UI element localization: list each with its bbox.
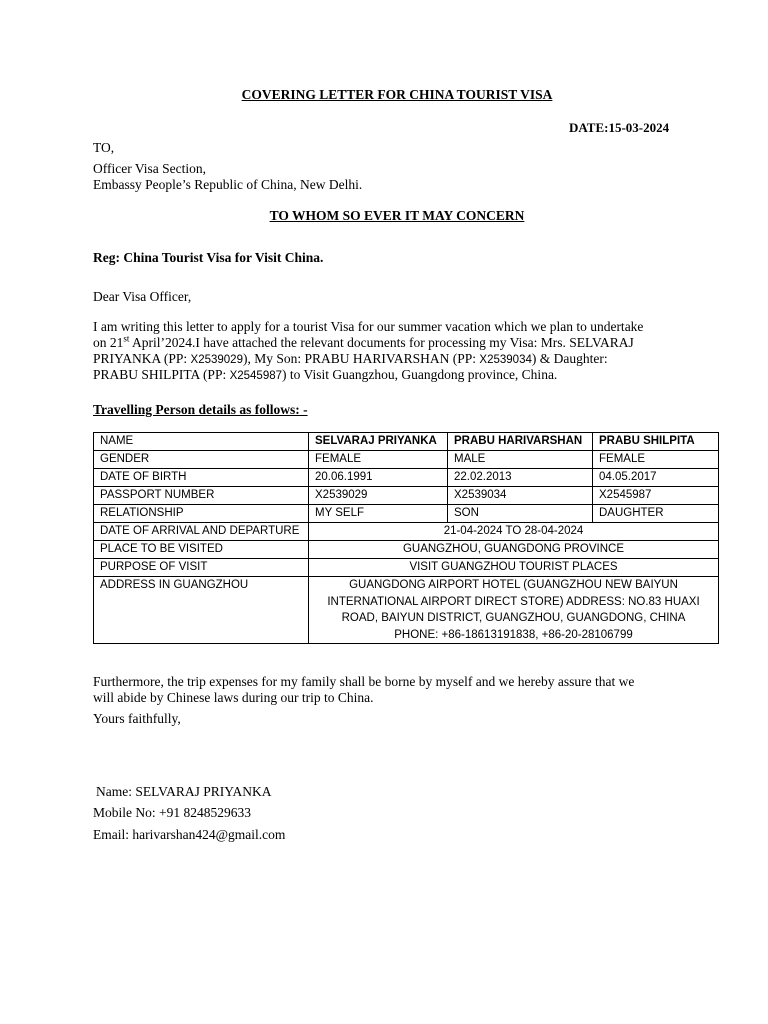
table-cell: 21-04-2024 TO 28-04-2024 — [309, 523, 719, 541]
signatory-email: Email: harivarshan424@gmail.com — [93, 827, 286, 842]
body-text: ), My Son: PRABU HARIVARSHAN (PP: — [242, 351, 480, 366]
signatory-name: Name: SELVARAJ PRIYANKA — [96, 784, 272, 799]
table-cell: PASSPORT NUMBER — [94, 487, 309, 505]
table-cell: X2539034 — [448, 487, 593, 505]
table-row — [94, 487, 719, 505]
table-cell: 22.02.2013 — [448, 469, 593, 487]
signatory-mobile: Mobile No: +91 8248529633 — [93, 805, 251, 820]
recipient-to: TO, — [93, 140, 115, 155]
address-line: GUANGDONG AIRPORT HOTEL (GUANGZHOU NEW BAIYUN — [349, 579, 678, 591]
table-row — [94, 541, 719, 559]
table-row — [94, 469, 719, 487]
address-line: ROAD, BAIYUN DISTRICT, GUANGZHOU, GUANGDONG, CHINA — [341, 612, 686, 624]
body-text: PRABU SHILPITA (PP: — [93, 367, 230, 382]
table-cell: FEMALE — [309, 451, 448, 469]
passport-number: X2545987 — [229, 370, 283, 382]
table-cell: 20.06.1991 — [309, 469, 448, 487]
table-cell: PRABU SHILPITA — [593, 433, 719, 451]
body-line — [93, 335, 643, 351]
table-row — [94, 505, 719, 523]
table-cell: DATE OF BIRTH — [94, 469, 309, 487]
passport-number: X2539029 — [190, 354, 243, 366]
table-row — [94, 523, 719, 541]
table-cell: PRABU HARIVARSHAN — [448, 433, 593, 451]
table-cell: X2545987 — [593, 487, 719, 505]
body-line — [93, 351, 643, 367]
travel-details-heading: Travelling Person details as follows: - — [93, 402, 308, 417]
recipient-line-1: Officer Visa Section, — [93, 161, 207, 176]
table-cell: FEMALE — [593, 451, 719, 469]
table-header-row — [94, 433, 719, 451]
table-cell: RELATIONSHIP — [94, 505, 309, 523]
table-row — [94, 451, 719, 469]
letter-title: COVERING LETTER FOR CHINA TOURIST VISA — [241, 87, 553, 102]
body-text: PRIYANKA (PP: — [93, 351, 191, 366]
table-cell: GUANGZHOU, GUANGDONG PROVINCE — [309, 541, 719, 559]
table-cell: 04.05.2017 — [593, 469, 719, 487]
body-text: April’2024.I have attached the relevant documents for processing my Visa: Mrs. SELVARAJ — [129, 335, 634, 350]
table-cell: MY SELF — [309, 505, 448, 523]
table-cell: ADDRESS IN GUANGZHOU — [94, 577, 309, 644]
concern-heading: TO WHOM SO EVER IT MAY CONCERN — [269, 208, 525, 223]
table-cell: MALE — [448, 451, 593, 469]
body-line: I am writing this letter to apply for a tourist Visa for our summer vacation which we plan to undertake — [93, 319, 644, 334]
table-row — [94, 577, 719, 644]
table-cell: DATE OF ARRIVAL AND DEPARTURE — [94, 523, 309, 541]
table-cell: NAME — [94, 433, 309, 451]
table-cell: PLACE TO BE VISITED — [94, 541, 309, 559]
traveller-details-table — [93, 432, 719, 644]
table-cell: VISIT GUANGZHOU TOURIST PLACES — [309, 559, 719, 577]
body-text: on 21 — [93, 335, 124, 350]
table-cell: PURPOSE OF VISIT — [94, 559, 309, 577]
address-line: INTERNATIONAL AIRPORT DIRECT STORE) ADDRESS: NO.83 HUAXI — [327, 595, 700, 608]
recipient-line-2: Embassy People’s Republic of China, New Delhi. — [93, 177, 363, 192]
body-text: ) to Visit Guangzhou, Guangdong province, China. — [282, 367, 558, 382]
letter-body — [93, 319, 643, 383]
ordinal-suffix: st — [123, 333, 130, 344]
table-cell: DAUGHTER — [593, 505, 719, 523]
table-cell: GENDER — [94, 451, 309, 469]
address-cell — [309, 577, 719, 644]
table-cell: X2539029 — [309, 487, 448, 505]
closing-paragraph-line-2: will abide by Chinese laws during our trip to China. — [93, 690, 374, 705]
sign-off: Yours faithfully, — [93, 711, 181, 726]
letter-date: DATE:15-03-2024 — [569, 120, 670, 135]
body-line — [93, 367, 643, 383]
passport-number: X2539034 — [479, 354, 532, 366]
table-row — [94, 559, 719, 577]
salutation: Dear Visa Officer, — [93, 289, 192, 304]
table-cell: SELVARAJ PRIYANKA — [309, 433, 448, 451]
closing-paragraph-line-1: Furthermore, the trip expenses for my family shall be borne by myself and we hereby assure that we — [93, 674, 635, 689]
table-cell: SON — [448, 505, 593, 523]
subject-line: Reg: China Tourist Visa for Visit China. — [93, 250, 324, 265]
address-line: PHONE: +86-18613191838, +86-20-28106799 — [394, 628, 633, 641]
body-text: ) & Daughter: — [531, 351, 608, 366]
